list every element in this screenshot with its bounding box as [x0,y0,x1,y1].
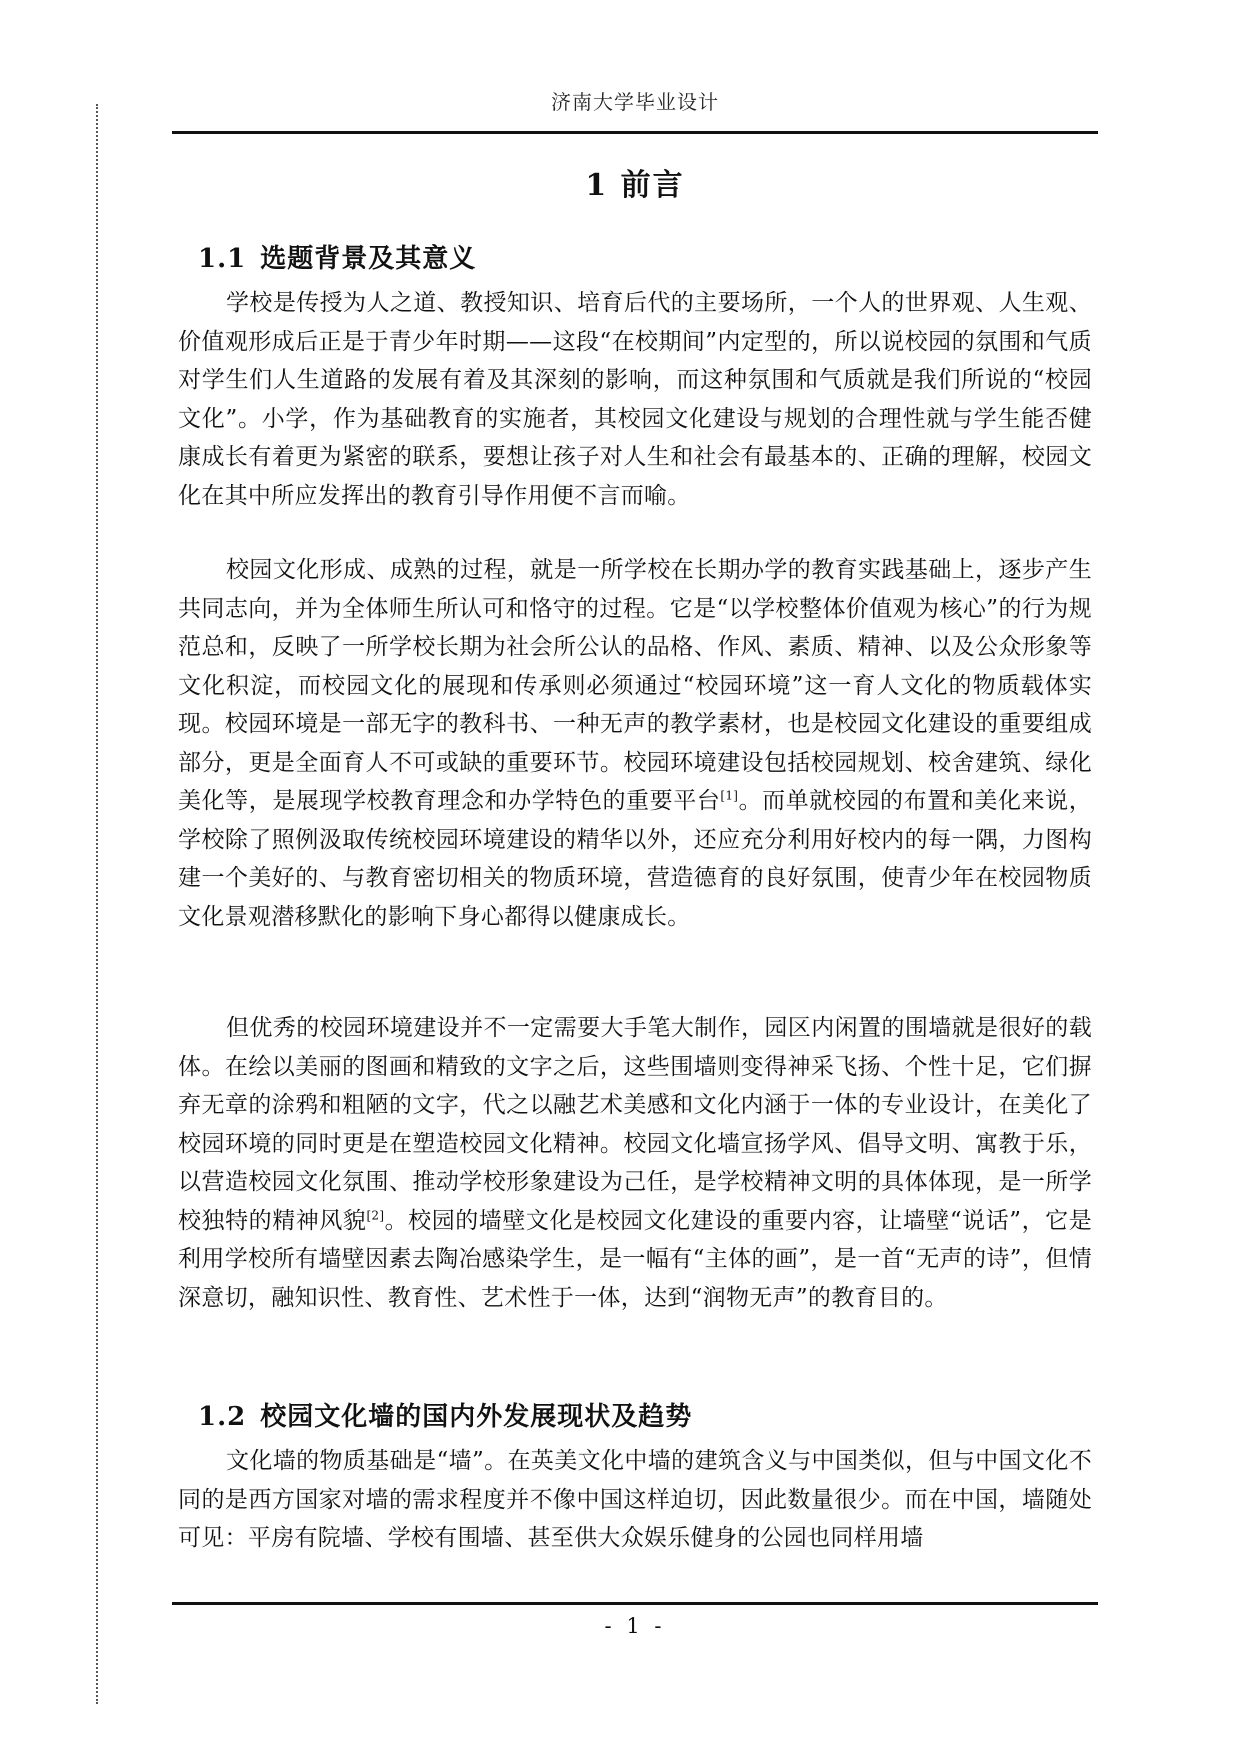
section-number: 1.2 [198,1402,247,1432]
binding-dotted-line [96,104,98,1704]
section-title: 选题背景及其意义 [260,244,477,274]
paragraph-1: 学校是传授为人之道、教授知识、培育后代的主要场所，一个人的世界观、人生观、价值观形成后正是于青少年时期——这段“在校期间”内定型的，所以说校园的氛围和气质对学生们人生道路的发展有着及其深刻的影响，而这种氛围和气质就是我们所说的“校园文化”。小学，作为基础教育的实施者，其校园文化建设与规划的合理性就与学生能否健康成长有着更为紧密的联系，要想让孩子对人生和社会有最基本的、正确的理解，校园文化在其中所应发挥出的教育引导作用便不言而喻。 [178,290,1092,509]
page-number: - 1 - [604,1614,666,1638]
paragraph-text: 但优秀的校园环境建设并不一定需要大手笔大制作，园区内闲置的围墙就是很好的载体。在绘以美丽的图画和精致的文字之后，这些围墙则变得神采飞扬、个性十足，它们摒弃无章的涂鸦和粗陋的文字，代之以融艺术美感和文化内涵于一体的专业设计，在美化了校园环境的同时更是在塑造校园文化精神。校园文化墙宣扬学风、倡导文明、寓教于乐，以营造校园文化氛围、推动学校形象建设为己任，是学校精神文明的具体体现，是一所学校独特的精神风貌 [178,1015,1092,1234]
section-heading-1-1 [198,238,476,275]
page-header-title: 济南大学毕业设计 [551,90,719,114]
footer-rule [172,1602,1098,1605]
paragraph-4: 文化墙的物质基础是“墙”。在英美文化中墙的建筑含义与中国类似，但与中国文化不同的是西方国家对墙的需求程度并不像中国这样迫切，因此数量很少。而在中国，墙随处可见：平房有院墙、学校有围墙、甚至供大众娱乐健身的公园也同样用墙 [178,1448,1092,1551]
section-number: 1.1 [198,244,247,274]
paragraph-2 [178,551,1092,936]
chapter-title: 1 前言 [585,168,685,203]
paragraph-text: 校园文化形成、成熟的过程，就是一所学校在长期办学的教育实践基础上，逐步产生共同志向，并为全体师生所认可和恪守的过程。它是“以学校整体价值观为核心”的行为规范总和，反映了一所学校长期为社会所公认的品格、作风、素质、精神、以及公众形象等文化积淀，而校园文化的展现和传承则必须通过“校园环境”这一育人文化的物质载体实现。校园环境是一部无字的教科书、一种无声的教学素材，也是校园文化建设的重要组成部分，更是全面育人不可或缺的重要环节。校园环境建设包括校园规划、校舍建筑、绿化美化等，是展现学校教育理念和办学特色的重要平台 [178,557,1092,814]
citation-marker: [2] [366,1207,385,1222]
paragraph-text: 。而单就校园的布置和美化来说，学校除了照例汲取传统校园环境建设的精华以外，还应充分利用好校内的每一隅，力图构建一个美好的、与教育密切相关的物质环境，营造德育的良好氛围，使青少年在校园物质文化景观潜移默化的影响下身心都得以健康成长。 [178,788,1092,930]
paragraph-3 [178,1009,1092,1317]
section-heading-1-2 [198,1396,692,1433]
section-title: 校园文化墙的国内外发展现状及趋势 [260,1402,693,1432]
citation-marker: [1] [720,788,739,803]
header-rule [172,131,1098,134]
paragraph-text: 。校园的墙壁文化是校园文化建设的重要内容，让墙壁“说话”，它是利用学校所有墙壁因素去陶冶感染学生，是一幅有“主体的画”，是一首“无声的诗”，但情深意切，融知识性、教育性、艺术性于一体，达到“润物无声”的教育目的。 [178,1207,1092,1311]
